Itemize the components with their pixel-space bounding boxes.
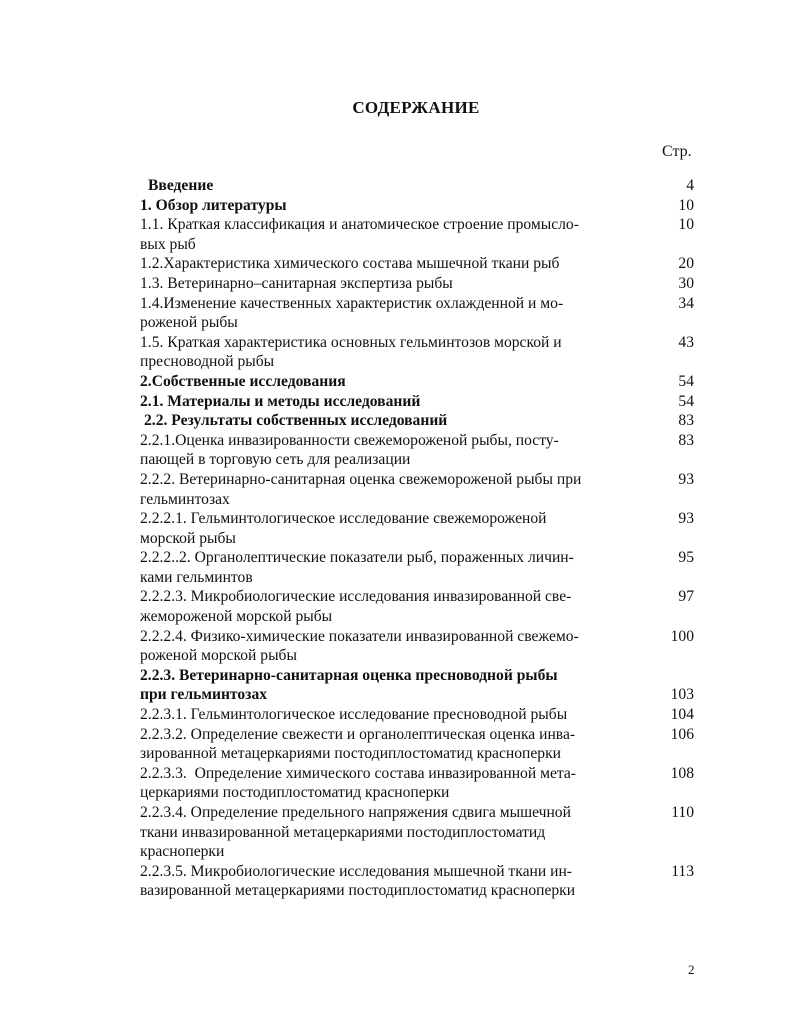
toc-entry-page: 10 [678, 196, 694, 214]
toc-entry [140, 470, 712, 509]
toc-entry-text: 1. Обзор литературы [140, 196, 287, 214]
toc-entry-text [140, 548, 650, 587]
toc-entry [140, 411, 712, 431]
toc-entry-text: 2.2.3.1. Гельминтологическое исследование пресноводной рыбы [140, 706, 568, 724]
toc-entry-text [140, 431, 650, 470]
toc-entry-text-line: 2.2.3.3. Определение химического состава инвазированной мета- [140, 764, 576, 782]
toc-entry-text-line: церкариями постодиплостоматид красноперки [140, 784, 450, 802]
toc-entry [140, 254, 712, 274]
toc-entry [140, 196, 712, 216]
toc-entry-text-line: 2.2.2..2. Органолептические показатели рыб, пораженных личин- [140, 549, 574, 567]
toc-entry-text-line: зированной метацеркариями постодиплостоматид красноперки [140, 745, 562, 763]
toc-entry-text-line: жемороженой морской рыбы [140, 608, 333, 626]
toc-entry [140, 627, 712, 666]
footer-page-number: 2 [688, 962, 695, 977]
toc-entry-page: 30 [678, 274, 694, 292]
toc-entry-page: 104 [670, 706, 694, 724]
toc-entry-text-line: 2.2.2.4. Физико-химические показатели инвазированной свежемо- [140, 627, 579, 645]
toc-entry-text [140, 803, 650, 862]
toc-entry [140, 725, 712, 764]
toc-entry-text [140, 627, 650, 666]
toc-entry [140, 333, 712, 372]
toc-entry-page: 4 [686, 177, 694, 194]
toc-entry-text [140, 587, 650, 626]
toc-entry-text-line: 2.2.2.1. Гельминтологическое исследование свежемороженой [140, 510, 547, 528]
toc-entry-text-line: 1.1. Краткая классификация и анатомическое строение промысло- [140, 216, 579, 234]
toc-entry-text-line: 2.2.3. Ветеринарно-санитарная оценка пресноводной рыбы [140, 666, 558, 684]
toc-entry-text-line: вазированной метацеркариями постодиплостоматид красноперки [140, 882, 576, 900]
toc-entry-page: 113 [671, 862, 694, 880]
toc-entry-text [140, 862, 650, 901]
toc-entry [140, 176, 712, 196]
toc-entry [140, 764, 712, 803]
toc-entry [140, 215, 712, 254]
toc-entry-page: 93 [678, 470, 694, 488]
toc-entry-page: 100 [670, 627, 694, 645]
table-of-contents [140, 176, 712, 901]
toc-entry-text: 2.Собственные исследования [140, 372, 346, 390]
toc-entry [140, 587, 712, 626]
toc-entry-page: 95 [678, 549, 694, 567]
toc-entry-text-line: 2.2.2. Ветеринарно-санитарная оценка свежемороженой рыбы при [140, 470, 582, 488]
toc-entry-text-line: роженой морской рыбы [140, 647, 297, 665]
toc-entry-page: 97 [678, 588, 694, 606]
page-column-label: Стр. [662, 143, 692, 160]
toc-entry-page: 54 [678, 372, 694, 390]
toc-entry [140, 294, 712, 333]
toc-entry-text: 2.1. Материалы и методы исследований [140, 392, 421, 410]
toc-entry-page: 106 [670, 725, 694, 743]
toc-entry-text-line: ткани инвазированной метацеркариями постодиплостоматид [140, 823, 546, 841]
toc-entry-text-line: 1.4.Изменение качественных характеристик охлажденной и мо- [140, 294, 564, 312]
toc-entry-text [140, 294, 650, 333]
toc-entry [140, 274, 712, 294]
toc-entry-text: 1.2.Характеристика химического состава мышечной ткани рыб [140, 255, 560, 273]
toc-entry [140, 431, 712, 470]
toc-entry-text: 2.2. Результаты собственных исследований [144, 412, 448, 430]
toc-entry [140, 705, 712, 725]
toc-entry [140, 803, 712, 862]
toc-entry-text: 1.3. Ветеринарно–санитарная экспертиза рыбы [140, 274, 453, 292]
toc-entry-page: 10 [678, 216, 694, 234]
toc-entry-page: 103 [670, 686, 694, 704]
toc-entry-page: 34 [678, 294, 694, 312]
toc-entry-text-line: пресноводной рыбы [140, 353, 275, 371]
toc-entry [140, 509, 712, 548]
toc-entry-text [140, 725, 650, 764]
page-title: СОДЕРЖАНИЕ [352, 98, 480, 117]
toc-entry [140, 666, 712, 705]
toc-entry-text [140, 215, 650, 254]
toc-entry-text-line: роженой рыбы [140, 314, 238, 332]
toc-entry-text [140, 470, 650, 509]
toc-entry-text-line: при гельминтозах [140, 686, 268, 704]
toc-entry [140, 392, 712, 412]
toc-entry-text [140, 333, 650, 372]
toc-entry-text-line: 2.2.3.2. Определение свежести и органолептическая оценка инва- [140, 725, 576, 743]
toc-entry-page: 83 [678, 412, 694, 430]
toc-entry-text [140, 764, 650, 803]
toc-entry-text: Введение [148, 177, 214, 194]
toc-entry-text-line: красноперки [140, 843, 225, 861]
toc-entry-text [140, 666, 650, 705]
toc-entry-text-line: вых рыб [140, 235, 196, 253]
toc-entry-text-line: гельминтозах [140, 490, 230, 508]
toc-entry [140, 372, 712, 392]
toc-entry-page: 110 [671, 804, 694, 821]
toc-entry-text-line: 2.2.1.Оценка инвазированности свежемороженой рыбы, посту- [140, 431, 559, 449]
toc-entry-text-line: 2.2.3.4. Определение предельного напряжения сдвига мышечной [140, 804, 571, 821]
toc-entry-text-line: 1.5. Краткая характеристика основных гельминтозов морской и [140, 333, 562, 351]
toc-entry-page: 20 [678, 255, 694, 273]
toc-entry-page: 108 [670, 764, 694, 782]
toc-entry-page: 93 [678, 510, 694, 528]
toc-entry-text-line: пающей в торговую сеть для реализации [140, 451, 411, 469]
toc-entry [140, 862, 712, 901]
toc-entry-page: 54 [678, 392, 694, 410]
toc-entry-text-line: 2.2.2.3. Микробиологические исследования инвазированной све- [140, 588, 572, 606]
toc-entry [140, 548, 712, 587]
toc-entry-text [140, 509, 650, 548]
toc-entry-page: 43 [678, 333, 694, 351]
toc-entry-text-line: 2.2.3.5. Микробиологические исследования мышечной ткани ин- [140, 862, 572, 880]
toc-entry-text-line: морской рыбы [140, 529, 236, 547]
toc-entry-text-line: ками гельминтов [140, 568, 253, 586]
toc-entry-page: 83 [678, 431, 694, 449]
